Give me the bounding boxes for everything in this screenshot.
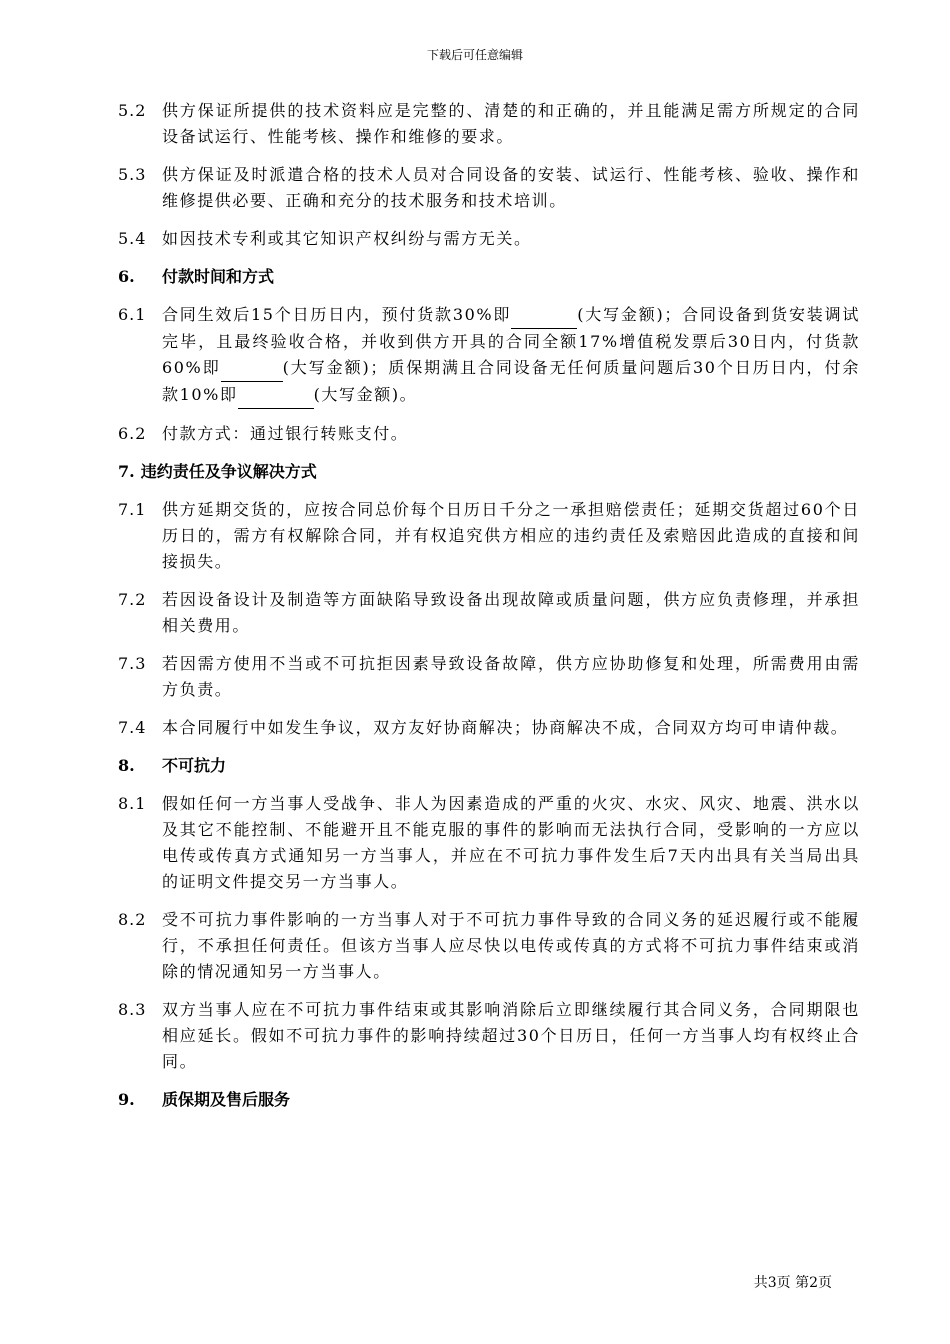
section-title: 质保期及售后服务: [162, 1090, 291, 1109]
section-6: [118, 264, 860, 447]
clause-text: 双方当事人应在不可抗力事件结束或其影响消除后立即继续履行其合同义务，合同期限也相应延长。假如不可抗力事件的影响持续超过30个日历日，任何一方当事人均有权终止合同。: [162, 1000, 860, 1071]
section-title: 付款时间和方式: [162, 267, 275, 286]
clause-text: 假如任何一方当事人受战争、非人为因素造成的严重的火灾、水灾、风灾、地震、洪水以及其它不能控制、不能避开且不能克服的事件的影响而无法执行合同，受影响的一方应以电传或传真方式通知另一方当事人，并应在不可抗力事件发生后7天内出具有关当局出具的证明文件提交另一方当事人。: [162, 794, 860, 891]
section-title: 违约责任及争议解决方式: [140, 462, 317, 481]
page-footer: 共3页 第2页: [753, 1275, 832, 1291]
section-number: 6.: [118, 267, 135, 286]
clause-text: 如因技术专利或其它知识产权纠纷与需方无关。: [162, 229, 532, 248]
clause-number: 7.2: [118, 590, 147, 609]
clause-text: 供方保证及时派遣合格的技术人员对合同设备的安装、试运行、性能考核、验收、操作和维修提供必要、正确和充分的技术服务和技术培训。: [162, 165, 860, 210]
clause-number: 5.2: [118, 101, 147, 120]
clause-text-part: 合同生效后15个日历日内，预付货款30%即: [162, 305, 512, 324]
section-number: 9.: [118, 1090, 135, 1109]
section-number: 7.: [118, 462, 135, 481]
clause-7-4: [118, 715, 860, 741]
clause-number: 7.3: [118, 654, 147, 673]
clause-text-part: (大写金额)；合同设备到货安装调试完毕，且最终验收合格，并收到供方开具的合同全额17%增值税发票后30日内，付货款60%即: [162, 305, 861, 377]
clause-number: 5.4: [118, 229, 147, 248]
clause-number: 6.2: [118, 424, 147, 443]
clause-number: 7.1: [118, 500, 147, 519]
clause-7-3: [118, 651, 860, 703]
clause-5-4: [118, 226, 860, 252]
section-5: [118, 98, 860, 252]
clause-text: 受不可抗力事件影响的一方当事人对于不可抗力事件导致的合同义务的延迟履行或不能履行，不承担任何责任。但该方当事人应尽快以电传或传真的方式将不可抗力事件结束或消除的情况通知另一方当事人。: [162, 910, 860, 981]
clause-number: 6.1: [118, 305, 147, 324]
clause-text: [162, 302, 860, 409]
clause-8-1: [118, 791, 860, 895]
section-9: [118, 1087, 860, 1113]
clause-text: 若因需方使用不当或不可抗拒因素导致设备故障，供方应协助修复和处理，所需费用由需方负责。: [162, 654, 860, 699]
document-body: [118, 98, 860, 1125]
clause-5-3: [118, 162, 860, 214]
clause-8-3: [118, 997, 860, 1075]
clause-text-part: (大写金额)。: [313, 385, 418, 404]
clause-text-part: (大写金额)；质保期满且合同设备无任何质量问题后30个日历日内，付余款10%即: [162, 358, 860, 404]
section-number: 8.: [118, 756, 135, 775]
clause-text: 若因设备设计及制造等方面缺陷导致设备出现故障或质量问题，供方应负责修理，并承担相关费用。: [162, 590, 860, 635]
section-title: 不可抗力: [162, 756, 227, 775]
clause-text: 供方延期交货的，应按合同总价每个日历日千分之一承担赔偿责任；延期交货超过60个日历日的，需方有权解除合同，并有权追究供方相应的违约责任及索赔因此造成的直接和间接损失。: [162, 500, 860, 571]
clause-text: 本合同履行中如发生争议，双方友好协商解决；协商解决不成，合同双方均可申请仲裁。: [162, 718, 849, 737]
clause-7-2: [118, 587, 860, 639]
page-header: 下载后可任意编辑: [426, 48, 523, 62]
section-heading: [118, 459, 860, 485]
clause-7-1: [118, 497, 860, 575]
section-7: [118, 459, 860, 741]
clause-number: 8.2: [118, 910, 147, 929]
clause-6-1: [118, 302, 860, 409]
clause-number: 7.4: [118, 718, 147, 737]
clause-8-2: [118, 907, 860, 985]
clause-text: 付款方式：通过银行转账支付。: [162, 424, 409, 443]
section-heading: [118, 264, 860, 290]
clause-number: 8.3: [118, 1000, 147, 1019]
section-heading: [118, 753, 860, 779]
amount-blank-field: [238, 382, 314, 409]
clause-text: 供方保证所提供的技术资料应是完整的、清楚的和正确的，并且能满足需方所规定的合同设备试运行、性能考核、操作和维修的要求。: [162, 101, 860, 146]
amount-blank-field: [221, 355, 283, 382]
clause-5-2: [118, 98, 860, 150]
section-heading: [118, 1087, 860, 1113]
section-8: [118, 753, 860, 1075]
clause-number: 5.3: [118, 165, 147, 184]
clause-6-2: [118, 421, 860, 447]
amount-blank-field: [511, 302, 577, 329]
clause-number: 8.1: [118, 794, 147, 813]
